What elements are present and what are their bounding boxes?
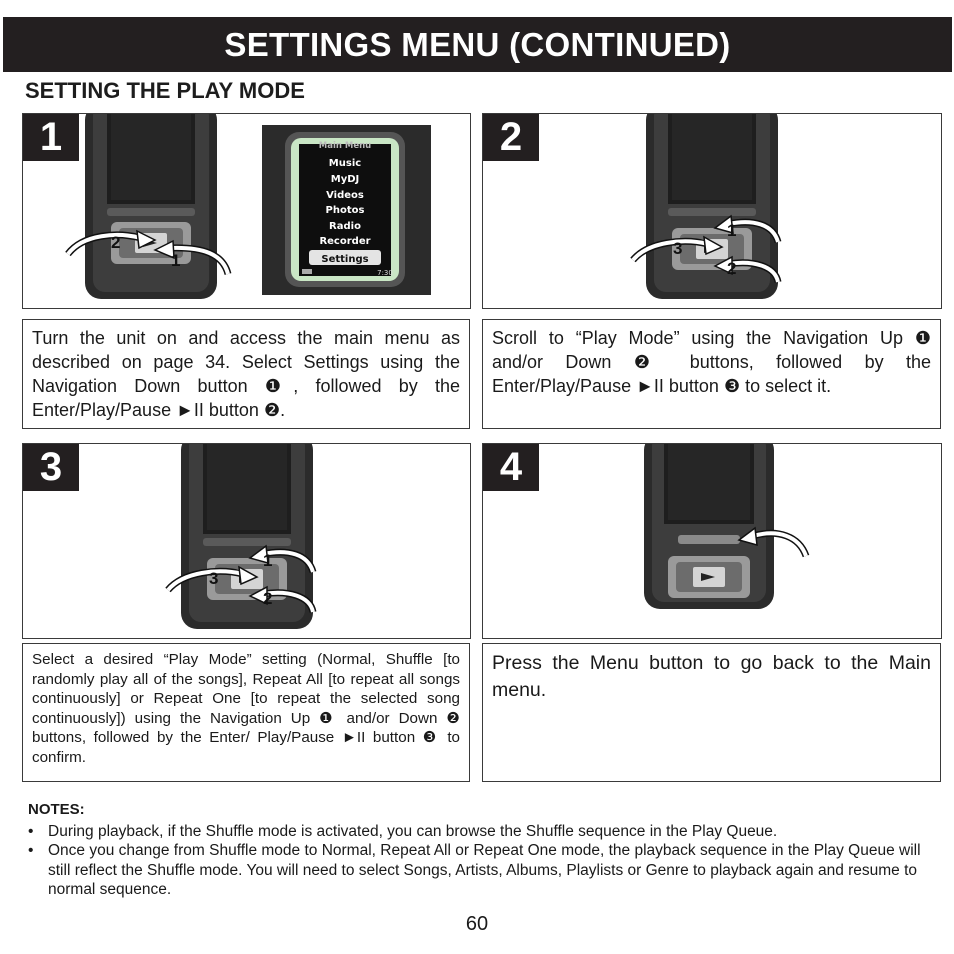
- step-number: 4: [483, 444, 539, 491]
- section-title: SETTING THE PLAY MODE: [25, 78, 305, 103]
- callout-label: 3: [673, 239, 683, 258]
- notes-title: NOTES:: [28, 801, 85, 818]
- battery-icon: [302, 269, 312, 274]
- step-number: 3: [23, 444, 79, 491]
- instruction-text: Select a desired “Play Mode” setting (Normal, Shuffle [to randomly play all of the songs], Repeat All [to repeat all songs continuously] or Repeat One [to repeat the selected song continuously]) using the Navigation Up ❶ and/or Down ❷ buttons, followed by the Enter/ Play/Pause ►II button ❸ to confirm.: [32, 651, 460, 766]
- callout-label: 2: [111, 233, 121, 252]
- menu-button: [678, 535, 740, 544]
- step-1-instructions: [22, 319, 470, 429]
- callout-label: 1: [727, 221, 737, 240]
- step-4-instructions: [482, 643, 941, 782]
- menu-item: Videos: [326, 190, 364, 201]
- menu-item: Recorder: [319, 236, 371, 247]
- page-title: SETTINGS MENU (CONTINUED): [224, 25, 731, 63]
- menu-title: Main Menu: [318, 141, 372, 151]
- page-number: 60: [465, 913, 489, 935]
- device-illustration: [483, 444, 941, 638]
- note-item: • Once you change from Shuffle mode to Normal, Repeat All or Repeat One mode, the playback sequence in the Play Queue will still reflect the Shuffle mode. You will need to select Songs, Artists, Albums, Playlists or Genre to playback again and resume to normal sequence.: [28, 841, 932, 900]
- instruction-text: Press the Menu button to go back to the Main menu.: [492, 652, 931, 701]
- menu-item: Photos: [325, 205, 365, 216]
- step-number: 1: [23, 114, 79, 161]
- device-illustration: [23, 444, 470, 638]
- step-3-illustration: [22, 443, 471, 639]
- menu-item: Music: [328, 158, 362, 169]
- step-3-instructions: [22, 643, 470, 782]
- device-illustration: [23, 114, 470, 308]
- step-4-illustration: [482, 443, 942, 639]
- notes-section: [28, 800, 932, 900]
- instruction-text: Turn the unit on and access the main menu as described on page 34. Select Settings using the Navigation Down button ❶, followed by the Enter/Play/Pause ►II button ❷.: [32, 328, 460, 420]
- step-2-illustration: [482, 113, 942, 309]
- callout-label: 1: [171, 251, 181, 270]
- instruction-text: Scroll to “Play Mode” using the Navigation Up ❶ and/or Down ❷ buttons, followed by the Enter/Play/Pause ►II button ❸ to select it.: [492, 328, 931, 396]
- callout-label: 2: [263, 589, 273, 608]
- step-number: 2: [483, 114, 539, 161]
- callout-label: 2: [727, 259, 737, 278]
- menu-item-selected: Settings: [321, 254, 369, 265]
- callout-label: 1: [263, 551, 273, 570]
- step-1-illustration: [22, 113, 471, 309]
- header-banner: [3, 17, 952, 72]
- note-item: • During playback, if the Shuffle mode is activated, you can browse the Shuffle sequence in the Play Queue.: [28, 822, 932, 842]
- clock: 7:30: [377, 269, 393, 277]
- menu-item: Radio: [329, 221, 361, 232]
- menu-item: MyDJ: [330, 174, 360, 185]
- step-2-instructions: [482, 319, 941, 429]
- callout-label: 3: [209, 569, 219, 588]
- notes-list: [28, 822, 932, 900]
- device-illustration: [483, 114, 941, 308]
